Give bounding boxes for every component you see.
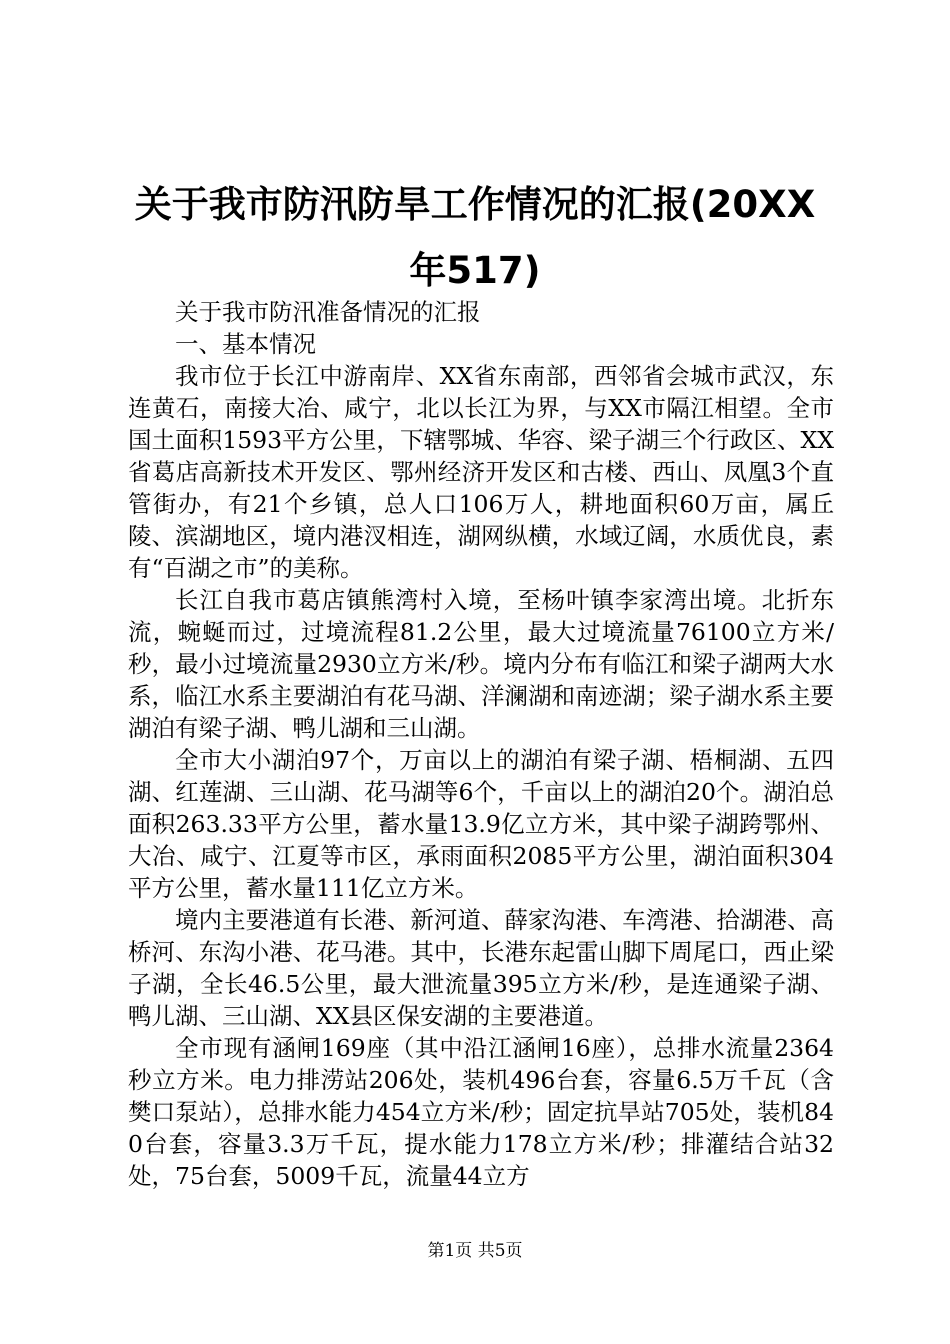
body-paragraph: 境内主要港道有长港、新河道、薛家沟港、车湾港、拾湖港、高桥河、东沟小港、花马港。其中，长港东起雷山脚下周尾口，西止梁子湖，全长46.5公里，最大泄流量395立方米/秒，是连通梁子湖、鸭儿湖、三山湖、XX县区保安湖的主要港道。	[128, 906, 834, 1030]
body-paragraph: 长江自我市葛店镇熊湾村入境，至杨叶镇李家湾出境。北折东流，蜿蜒而过，过境流程81.2公里，最大过境流量76100立方米/秒，最小过境流量2930立方米/秒。境内分布有临江和梁子湖两大水系，临江水系主要湖泊有花马湖、洋澜湖和南迹湖；梁子湖水系主要湖泊有梁子湖、鸭儿湖和三山湖。	[128, 586, 834, 742]
subtitle-paragraph: 关于我市防汛准备情况的汇报	[175, 298, 481, 326]
page-footer: 第1页 共5页	[427, 1241, 523, 1261]
body-paragraph: 我市位于长江中游南岸、XX省东南部，西邻省会城市武汉，东连黄石，南接大冶、咸宁，北以长江为界，与XX市隔江相望。全市国土面积1593平方公里，下辖鄂城、华容、梁子湖三个行政区、XX省葛店高新技术开发区、鄂州经济开发区和古楼、西山、凤凰3个直管街办，有21个乡镇，总人口106万人，耕地面积60万亩，属丘陵、滨湖地区，境内港汊相连，湖网纵横，水域辽阔，水质优良，素有“百湖之市”的美称。	[128, 362, 834, 582]
document-title: 关于我市防汛防旱工作情况的汇报(20XX年517)	[134, 183, 816, 292]
body-paragraph: 全市大小湖泊97个，万亩以上的湖泊有梁子湖、梧桐湖、五四湖、红莲湖、三山湖、花马湖等6个，千亩以上的湖泊20个。湖泊总面积263.33平方公里，蓄水量13.9亿立方米，其中梁子湖跨鄂州、大冶、咸宁、江夏等市区，承雨面积2085平方公里，湖泊面积304平方公里，蓄水量111亿立方米。	[128, 746, 834, 902]
body-paragraph: 全市现有涵闸169座（其中沿江涵闸16座），总排水流量2364秒立方米。电力排涝站206处，装机496台套，容量6.5万千瓦（含樊口泵站），总排水能力454立方米/秒；固定抗旱站705处，装机840台套，容量3.3万千瓦，提水能力178立方米/秒；排灌结合站32处，75台套，5009千瓦，流量44立方	[128, 1034, 834, 1190]
document-body	[128, 296, 834, 1192]
section-heading: 一、基本情况	[175, 330, 316, 358]
